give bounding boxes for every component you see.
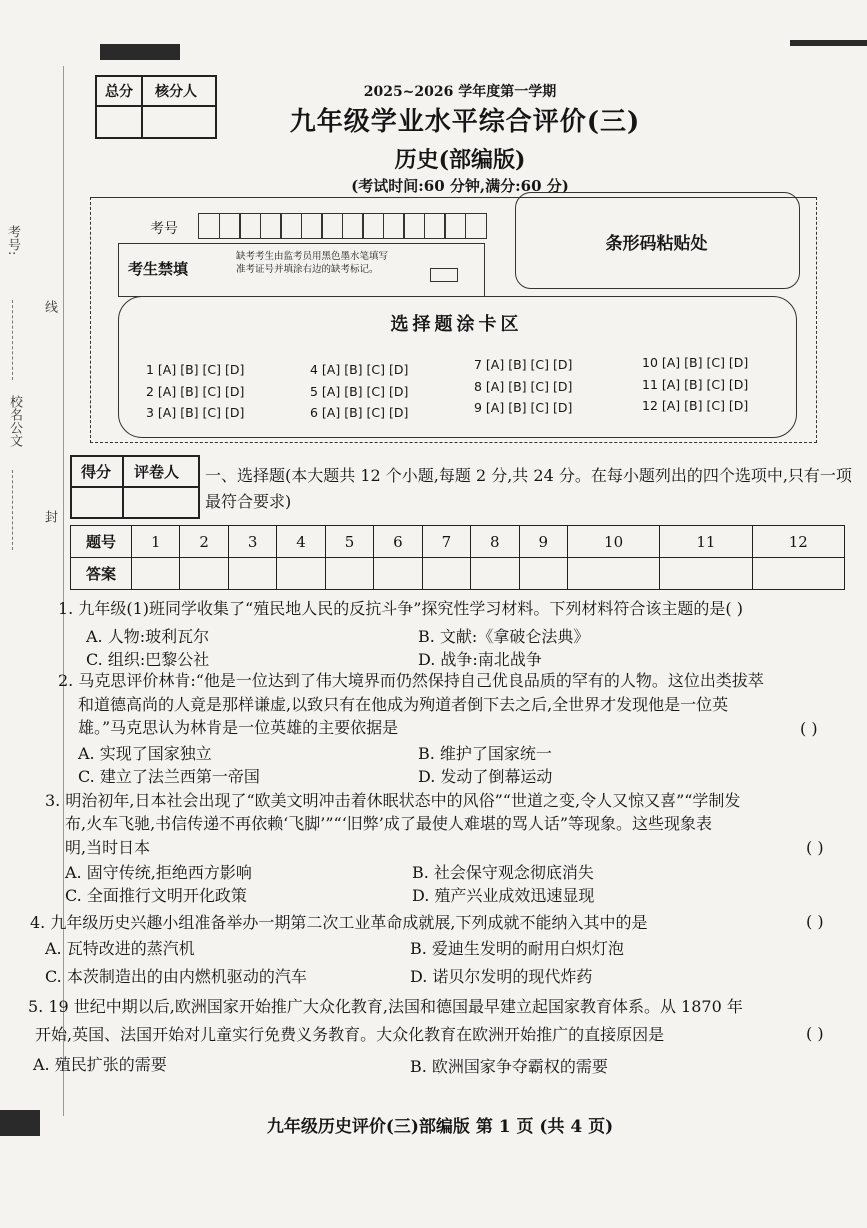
table-row <box>71 558 845 590</box>
question-2-option-d: D. 发动了倒幕运动 <box>418 767 553 786</box>
table-cell: 7 <box>422 526 470 558</box>
exam-note: (考试时间:60 分钟,满分:60 分) <box>351 177 569 195</box>
grader-score-label: 得分 <box>81 463 112 481</box>
question-2-stem-line: 和道德高尚的人竟是那样谦虚,以致只有在他成为殉道者倒下去之后,全世界才发现他是一位英 <box>78 695 729 714</box>
table-cell: 3 <box>228 526 276 558</box>
omr-title: 选择题涂卡区 <box>390 314 523 335</box>
question-5-option-a: A. 殖民扩张的需要 <box>33 1055 167 1074</box>
table-header-num: 题号 <box>71 526 132 558</box>
term-text: 2025~2026 学年度第一学期 <box>363 84 557 100</box>
scan-mark <box>0 1110 40 1136</box>
margin-school: 校名公文 <box>7 395 22 447</box>
answer-cell[interactable] <box>752 558 844 590</box>
table-header-answer: 答案 <box>71 558 132 590</box>
omr-item[interactable]: 6 [A] [B] [C] [D] <box>310 405 409 420</box>
answer-cell[interactable] <box>519 558 567 590</box>
question-3-answer-paren: ( ) <box>806 838 824 857</box>
margin-line-mark: 线 <box>42 300 57 313</box>
answer-cell[interactable] <box>228 558 276 590</box>
margin-seal-mark: 封 <box>42 510 57 523</box>
omr-item[interactable]: 1 [A] [B] [C] [D] <box>146 362 245 377</box>
question-1-option-a: A. 人物:玻利瓦尔 <box>86 627 210 646</box>
table-cell: 6 <box>374 526 422 558</box>
table-cell: 11 <box>660 526 752 558</box>
margin-exam-no: 考号: <box>5 225 20 256</box>
margin-dash <box>12 300 14 380</box>
answer-cell[interactable] <box>567 558 659 590</box>
table-cell: 2 <box>180 526 228 558</box>
section-heading: 一、选择题(本大题共 12 个小题,每题 2 分,共 24 分。在每小题列出的四个选项中,只有一项最符合要求) <box>205 466 852 511</box>
page-footer: 九年级历史评价(三)部编版 第 1 页 (共 4 页) <box>266 1117 614 1137</box>
exam-no-cells[interactable] <box>198 213 485 239</box>
answer-cell[interactable] <box>180 558 228 590</box>
omr-item[interactable]: 3 [A] [B] [C] [D] <box>146 405 245 420</box>
omr-item[interactable]: 12 [A] [B] [C] [D] <box>642 398 749 413</box>
margin-dash <box>12 470 14 550</box>
absent-mark-box[interactable] <box>430 268 458 282</box>
answer-cell[interactable] <box>325 558 373 590</box>
table-cell: 9 <box>519 526 567 558</box>
answer-cell[interactable] <box>660 558 752 590</box>
question-3-option-d: D. 殖产兴业成效迅速显现 <box>412 886 595 905</box>
grader-name-label: 评卷人 <box>134 463 180 481</box>
question-1-option-c: C. 组织:巴黎公社 <box>86 650 210 669</box>
question-1-stem: 1. 九年级(1)班同学收集了“殖民地人民的反抗斗争”探究性学习材料。下列材料符合该主题的是( ) <box>58 599 743 618</box>
scan-mark <box>790 40 867 46</box>
question-4-stem: 4. 九年级历史兴趣小组准备举办一期第二次工业革命成就展,下列成就不能纳入其中的是 <box>30 913 648 932</box>
answer-cell[interactable] <box>277 558 325 590</box>
checker-label: 核分人 <box>155 84 197 100</box>
question-3-option-a: A. 固守传统,拒绝西方影响 <box>65 863 252 882</box>
forbid-label: 考生禁填 <box>128 260 189 278</box>
question-5-option-b: B. 欧洲国家争夺霸权的需要 <box>410 1057 608 1076</box>
question-3-stem-line: 明,当时日本 <box>65 838 151 857</box>
question-1-option-b: B. 文献:《拿破仑法典》 <box>418 627 590 646</box>
table-cell: 1 <box>132 526 180 558</box>
scan-mark <box>100 44 180 60</box>
question-3-stem-line: 3. 明治初年,日本社会出现了“欧美文明冲击着休眠状态中的风俗”“世道之变,令人又惊又喜”“学制发 <box>45 791 741 810</box>
forbid-note: 缺考考生由监考员用黑色墨水笔填写准考证号并填涂右边的缺考标记。 <box>236 251 389 275</box>
omr-item[interactable]: 7 [A] [B] [C] [D] <box>474 357 573 372</box>
question-2-option-a: A. 实现了国家独立 <box>78 744 212 763</box>
table-cell: 5 <box>325 526 373 558</box>
question-2-answer-paren: ( ) <box>800 719 818 738</box>
answer-cell[interactable] <box>132 558 180 590</box>
question-5-stem-line: 5. 19 世纪中期以后,欧洲国家开始推广大众化教育,法国和德国最早建立起国家教育体系。从 1870 年 <box>28 997 743 1016</box>
table-cell: 10 <box>567 526 659 558</box>
question-2-option-c: C. 建立了法兰西第一帝国 <box>78 767 260 786</box>
question-2-option-b: B. 维护了国家统一 <box>418 744 552 763</box>
question-5-answer-paren: ( ) <box>806 1024 824 1043</box>
question-4-answer-paren: ( ) <box>806 912 824 931</box>
question-1-option-d: D. 战争:南北战争 <box>418 650 542 669</box>
omr-item[interactable]: 4 [A] [B] [C] [D] <box>310 362 409 377</box>
omr-item[interactable]: 8 [A] [B] [C] [D] <box>474 379 573 394</box>
omr-item[interactable]: 11 [A] [B] [C] [D] <box>642 377 749 392</box>
question-4-option-b: B. 爱迪生发明的耐用白炽灯泡 <box>410 939 624 958</box>
subject-title: 历史(部编版) <box>394 147 526 173</box>
table-cell: 4 <box>277 526 325 558</box>
answer-cell[interactable] <box>374 558 422 590</box>
omr-item[interactable]: 9 [A] [B] [C] [D] <box>474 400 573 415</box>
question-3-option-c: C. 全面推行文明开化政策 <box>65 886 247 905</box>
grader-box <box>70 455 200 519</box>
question-4-option-c: C. 本茨制造出的由内燃机驱动的汽车 <box>45 967 307 986</box>
table-cell: 12 <box>752 526 844 558</box>
question-4-option-d: D. 诺贝尔发明的现代炸药 <box>410 967 593 986</box>
table-row <box>71 526 845 558</box>
question-3-stem-line: 布,火车飞驰,书信传递不再依赖‘飞脚’”“‘旧弊’成了最使人难堪的骂人话”等现象。这些现象表 <box>65 814 713 833</box>
barcode-label: 条形码粘贴处 <box>605 234 708 254</box>
table-cell: 8 <box>471 526 519 558</box>
answer-table <box>70 525 845 590</box>
page-title: 九年级学业水平综合评价(三) <box>289 107 641 137</box>
omr-item[interactable]: 5 [A] [B] [C] [D] <box>310 384 409 399</box>
answer-cell[interactable] <box>422 558 470 590</box>
total-score-label: 总分 <box>105 84 133 100</box>
question-3-option-b: B. 社会保守观念彻底消失 <box>412 863 594 882</box>
omr-item[interactable]: 2 [A] [B] [C] [D] <box>146 384 245 399</box>
omr-item[interactable]: 10 [A] [B] [C] [D] <box>642 355 749 370</box>
question-4-option-a: A. 瓦特改进的蒸汽机 <box>45 939 195 958</box>
question-5-stem-line: 开始,英国、法国开始对儿童实行免费义务教育。大众化教育在欧洲开始推广的直接原因是 <box>35 1025 665 1044</box>
question-2-stem-line: 2. 马克思评价林肯:“他是一位达到了伟大境界而仍然保持自己优良品质的罕有的人物。这位出类拔萃 <box>58 671 764 690</box>
total-score-box <box>95 75 217 139</box>
exam-no-label: 考号 <box>150 221 178 237</box>
question-2-stem-line: 雄。”马克思认为林肯是一位英雄的主要依据是 <box>78 718 399 737</box>
answer-cell[interactable] <box>471 558 519 590</box>
